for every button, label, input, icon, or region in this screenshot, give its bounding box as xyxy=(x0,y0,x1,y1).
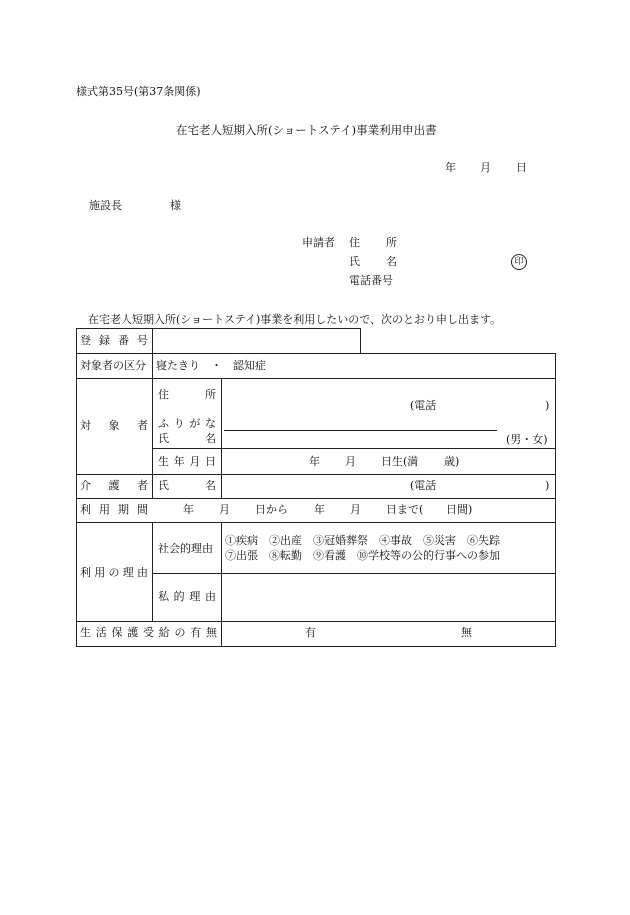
subject-furigana-label: ふ り が な xyxy=(158,417,216,430)
subject-label: 対 象 者 xyxy=(80,419,148,432)
category-options[interactable]: 寝たきり ・ 認知症 xyxy=(156,359,266,372)
form-number: 様式第35号(第37条関係) xyxy=(76,85,201,98)
applicant-address-label: 住 所 xyxy=(349,236,397,249)
subject-address-field[interactable] xyxy=(222,379,555,414)
date-day: 日 xyxy=(516,161,527,174)
subject-phone-close: ) xyxy=(545,399,550,412)
subject-sex[interactable]: (男・女) xyxy=(506,433,548,446)
period-from-day: 日から xyxy=(255,503,288,516)
birth-year: 年 xyxy=(309,455,320,468)
birth-month: 月 xyxy=(345,455,356,468)
age-unit: 歳) xyxy=(444,455,460,468)
subject-address-label: 住 所 xyxy=(158,388,216,401)
caregiver-label: 介 護 者 xyxy=(80,479,148,492)
applicant-role: 申請者 xyxy=(302,236,335,249)
applicant-phone-label: 電話番号 xyxy=(349,274,393,287)
addressee-honorific: 様 xyxy=(170,199,181,212)
period-label: 利 用 期 間 xyxy=(80,503,148,516)
period-days: 日間) xyxy=(446,503,473,516)
subject-name-label: 氏 名 xyxy=(158,432,216,445)
subject-birthdate-label: 生 年 月 日 xyxy=(158,455,216,468)
welfare-no[interactable]: 無 xyxy=(461,626,472,639)
seal-mark: 印 xyxy=(511,254,527,270)
caregiver-name-label: 氏 名 xyxy=(158,479,216,492)
addressee-name: 施設長 xyxy=(89,199,122,212)
subject-furigana-field[interactable] xyxy=(222,415,497,429)
registration-number-field[interactable] xyxy=(153,329,359,352)
caregiver-phone-label: (電話 xyxy=(410,479,437,492)
date-year: 年 xyxy=(445,161,456,174)
period-to-year: 年 xyxy=(314,503,325,516)
private-reason-label: 私 的 理 由 xyxy=(158,590,216,603)
reason-label: 利 用 の 理 由 xyxy=(80,566,148,579)
subject-phone-label: (電話 xyxy=(410,399,437,412)
period-from-month: 月 xyxy=(219,503,230,516)
welfare-yes[interactable]: 有 xyxy=(305,626,316,639)
category-label: 対象者の区分 xyxy=(80,359,146,372)
caregiver-name-field[interactable] xyxy=(222,475,402,497)
date-month: 月 xyxy=(480,161,491,174)
caregiver-phone-close: ) xyxy=(545,479,550,492)
birth-day-age: 日生(満 xyxy=(381,455,419,468)
period-from-year: 年 xyxy=(183,503,194,516)
intro-text: 在宅老人短期入所(ショートステイ)事業を利用したいので、次のとおり申し出ます。 xyxy=(88,313,502,326)
social-reason-line1[interactable]: ①疾病 ②出産 ③冠婚葬祭 ④事故 ⑤災害 ⑥失踪 xyxy=(225,534,500,547)
period-to-month: 月 xyxy=(350,503,361,516)
registration-number-label: 登 録 番 号 xyxy=(80,334,148,347)
page-title: 在宅老人短期入所(ショートステイ)事業利用申出書 xyxy=(176,123,437,137)
applicant-name-label: 氏 名 xyxy=(349,255,397,268)
welfare-label: 生 活 保 護 受 給 の 有 無 xyxy=(80,626,217,639)
social-reason-line2[interactable]: ⑦出張 ⑧転勤 ⑨看護 ⑩学校等の公的行事への参加 xyxy=(225,549,500,562)
social-reason-label: 社会的理由 xyxy=(158,542,213,555)
private-reason-field[interactable] xyxy=(222,574,555,620)
period-to-day: 日まで( xyxy=(386,503,424,516)
